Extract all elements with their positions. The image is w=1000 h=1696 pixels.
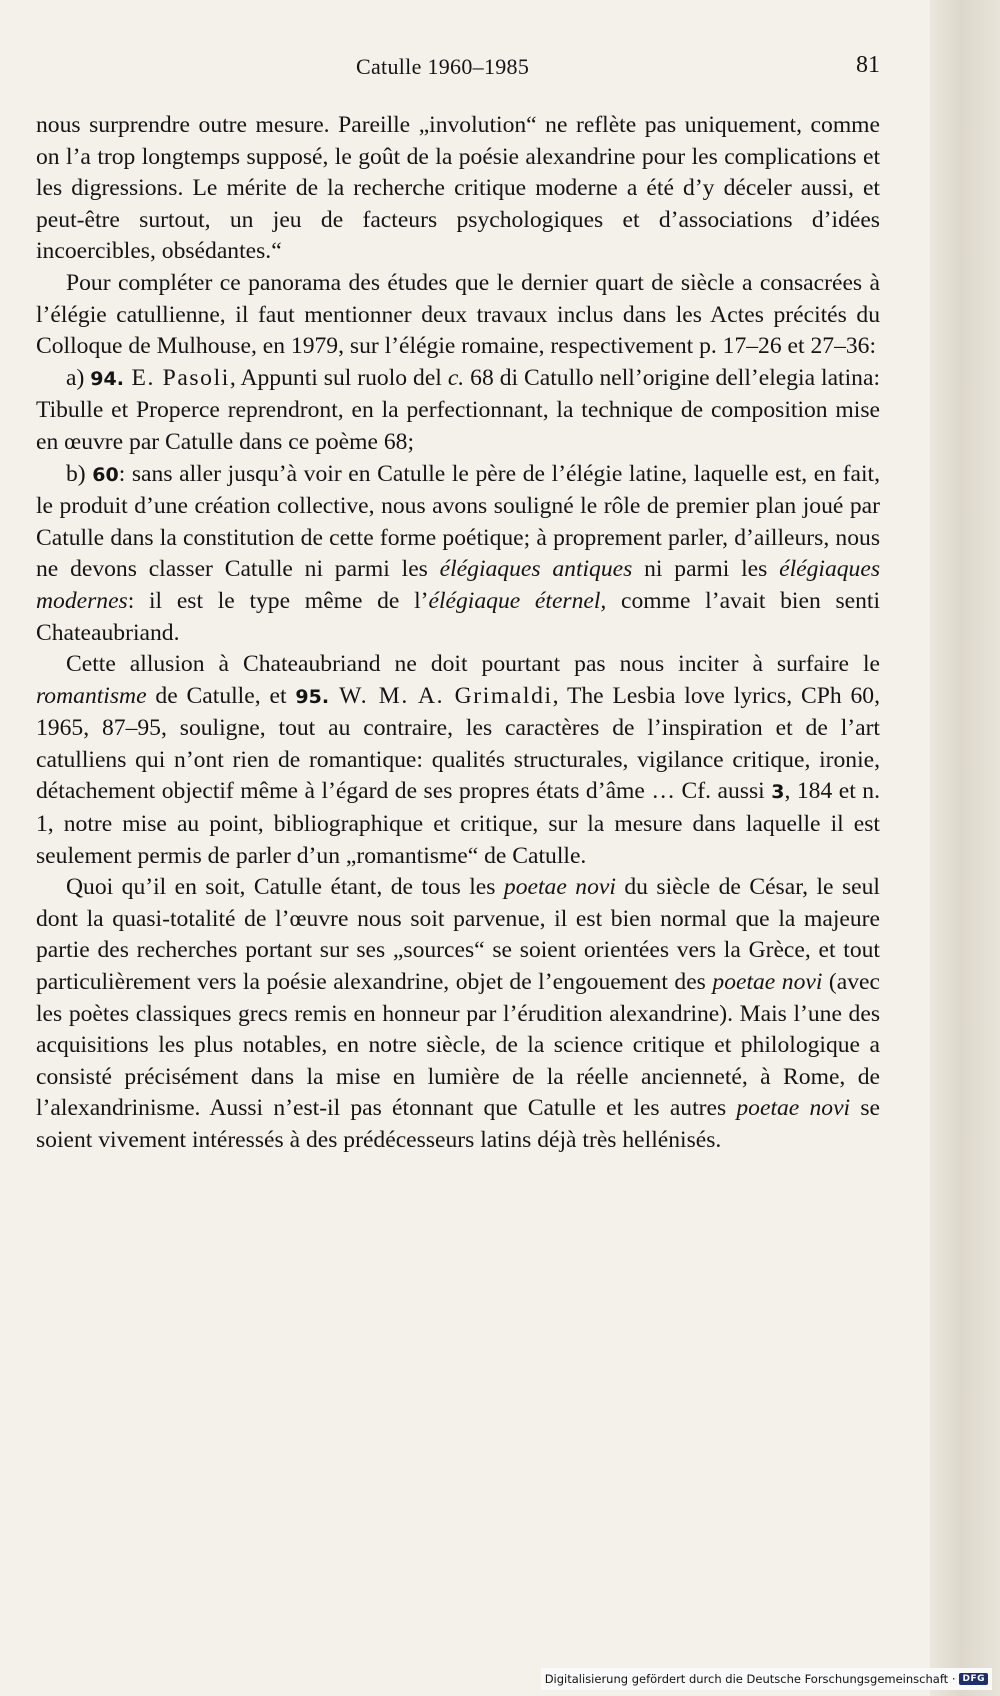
paragraph-3-item-a — [36, 363, 880, 459]
text-run: ni parmi les — [632, 556, 780, 583]
page-number: 81 — [856, 52, 880, 78]
italic-term: élégiaques antiques — [439, 556, 633, 583]
text-run: : sans aller jusqu’à voir en Catulle le père de l’élégie latine, laquelle est, en fait, le produit d’une création collective, nous avons souligné le rôle de premier plan joué par Catulle dans la constitution de cette forme poétique; à proprement parler, d’ailleurs, nous ne devons classer Catulle ni parmi les — [36, 460, 880, 583]
text-run: Cette allusion à Chateaubriand ne doit pourtant pas nous inciter à surfaire le — [66, 651, 880, 678]
page-header — [36, 54, 880, 88]
italic-term: poetae novi — [712, 969, 823, 996]
italic-term: poetae novi — [503, 874, 616, 901]
reference-number: 60 — [92, 463, 119, 486]
reference-number: 94. — [90, 367, 124, 390]
italic-abbrev: c. — [447, 364, 465, 391]
author-name: E. Pasoli — [123, 364, 230, 391]
author-name: W. M. A. Grimaldi — [329, 682, 553, 709]
text-run: (avec les poètes classiques grecs remis en honneur par l’érudition alexandrine). Mais l’une des acquisitions les plus notables, en notre siècle, de la science critique et philologique a consisté précisément dans la mise en lumière de la réelle ancienneté, à Rome, de l’alexandrinisme. Aussi n’est-il pas étonnant que Catulle et les autres — [36, 969, 881, 1122]
text-run: se soient vivement intéressés à des prédécesseurs latins déjà très hellénisés. — [36, 1095, 880, 1153]
dfg-logo-icon: DFG — [959, 1673, 988, 1685]
text-run: de Catulle, et — [146, 682, 296, 709]
page-gutter-shadow — [930, 0, 1000, 1696]
text-run: , The Lesbia love lyrics, CPh 60, 1965, 87–95, souligne, tout au contraire, les caractères de l’inspiration et de l’art catulliens qui n’ont rien de romantique: qualités structurales, vigilance critique, ironie, détachement objectif même à l’égard de ses propres états d’âme … Cf. aussi — [36, 682, 880, 805]
item-marker: a) — [66, 364, 91, 391]
text-run: , 184 et n. 1, notre mise au point, bibliographique et critique, sur la mesure dans laquelle il est seulement permis de parler d’un „romantisme“ de Catulle. — [36, 778, 880, 869]
paragraph-2: Pour compléter ce panorama des études que le dernier quart de siècle a consacrées à l’élégie catullienne, il faut mentionner deux travaux inclus dans les Actes précités du Colloque de Mulhouse, en 1979, sur l’élégie romaine, respectivement p. 17–26 et 27–36: — [36, 269, 880, 360]
italic-term: poetae novi — [736, 1095, 851, 1122]
reference-number: 95. — [295, 685, 330, 708]
digitization-credit — [541, 1668, 992, 1690]
paragraph-4-item-b — [36, 459, 880, 650]
italic-term: élégiaque éternel, — [428, 587, 607, 614]
text-run: du siècle de César, le seul dont la quasi-totalité de l’œuvre nous soit parvenue, il est bien normal que la majeure partie des recherches portant sur ses „sources“ se soient orientées vers la Grèce, et tout particulièrement vers la poésie alexandrine, objet de l’engouement des — [36, 874, 880, 996]
text-run: : il est le type même de l’ — [127, 587, 429, 614]
credit-text: Digitalisierung gefördert durch die Deutsche Forschungsgemeinschaft · — [544, 1672, 956, 1686]
italic-term: élégiaques modernes — [36, 556, 881, 614]
paragraph-6 — [36, 872, 880, 1156]
item-marker: b) — [66, 460, 93, 487]
text-run: , Appunti sul ruolo del — [229, 364, 448, 391]
running-title: Catulle 1960–1985 — [356, 54, 530, 79]
body-text — [36, 110, 880, 1157]
italic-term: romantisme — [36, 682, 147, 709]
reference-number: 3 — [771, 781, 785, 804]
text-run: 68 di Catullo nell’origine dell’elegia latina: Tibulle et Properce reprendront, en la perfectionnant, la technique de composition mise en œuvre par Catulle dans ce poème 68; — [36, 364, 880, 455]
paragraph-5 — [36, 649, 880, 872]
text-run: comme l’avait bien senti Chateaubriand. — [36, 587, 881, 646]
text-run: Quoi qu’il en soit, Catulle étant, de tous les — [66, 874, 504, 901]
paragraph-1: nous surprendre outre mesure. Pareille „involution“ ne reflète pas uniquement, comme on l’a trop longtemps supposé, le goût de la poésie alexandrine pour les complications et les digressions. Le mérite de la recherche critique moderne a été d’y déceler aussi, et peut-être surtout, un jeu de facteurs psychologiques et d’associations d’idées incoercibles, obsédantes.“ — [36, 112, 880, 265]
